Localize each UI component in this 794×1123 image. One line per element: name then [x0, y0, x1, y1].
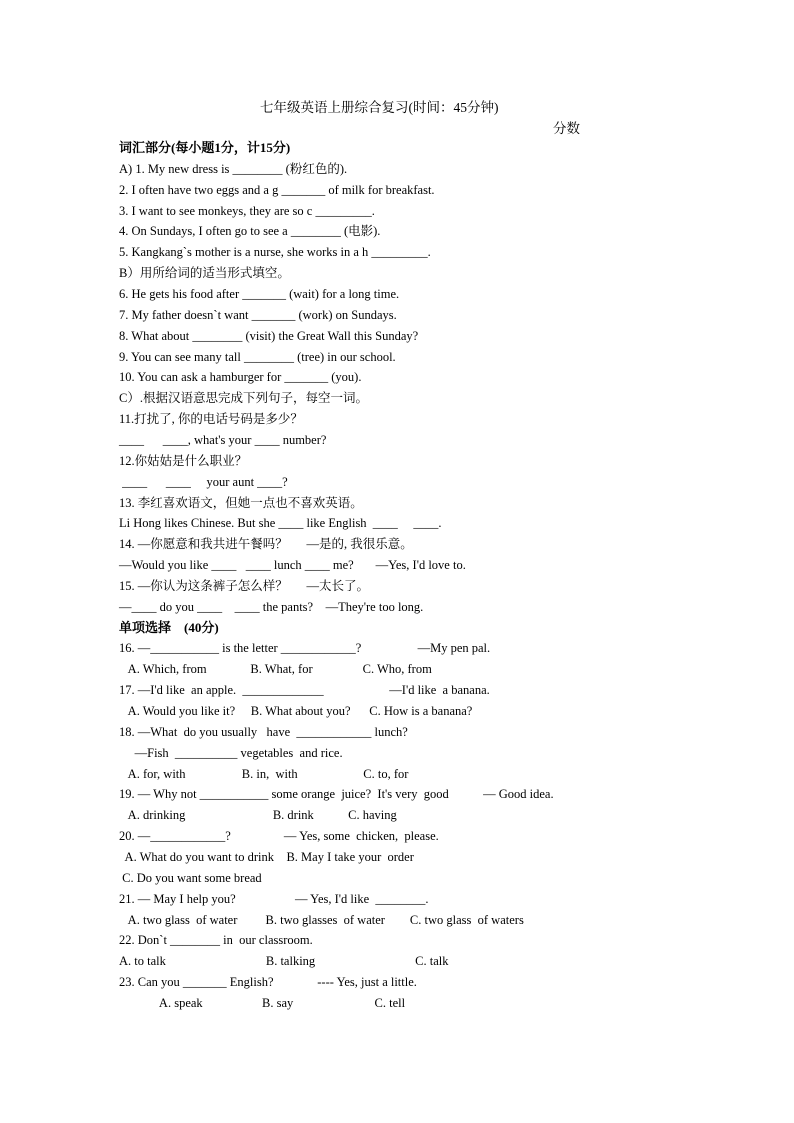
- section-heading: 词汇部分(每小题1分，计15分): [119, 140, 291, 155]
- question-line: C. Do you want some bread: [119, 870, 262, 885]
- question-line: 13. 李红喜欢语文，但她一点也不喜欢英语。: [119, 495, 363, 510]
- question-line: 17. —I'd like an apple. _____________ —I'd like a banana.: [119, 683, 490, 698]
- question-line: ____ ____, what's your ____ number?: [119, 432, 327, 447]
- question-line: 3. I want to see monkeys, they are so c _________.: [119, 203, 375, 218]
- question-line: A. speak B. say C. tell: [119, 995, 406, 1010]
- question-line: —Fish __________ vegetables and rice.: [119, 745, 343, 760]
- question-line: 4. On Sundays, I often go to see a ________ (电影).: [119, 224, 381, 239]
- question-line: —____ do you ____ ____ the pants? —They're too long.: [119, 599, 424, 614]
- section-heading: 单项选择 (40分): [119, 619, 219, 635]
- question-line: 11.打扰了, 你的电话号码是多少？: [119, 412, 303, 427]
- question-line: 19. — Why not ___________ some orange juice? It's very good — Good idea.: [119, 787, 554, 802]
- question-line: 10. You can ask a hamburger for _______ (you).: [119, 370, 362, 385]
- question-line: C）.根据汉语意思完成下列句子，每空一词。: [119, 391, 368, 406]
- question-line: A. What do you want to drink B. May I take your order: [119, 849, 414, 864]
- question-line: 8. What about ________ (visit) the Great Wall this Sunday?: [119, 328, 419, 343]
- question-line: A) 1. My new dress is ________ (粉红色的).: [119, 161, 348, 176]
- question-line: ____ ____ your aunt ____?: [119, 474, 288, 489]
- question-line: A. for, with B. in, with C. to, for: [119, 766, 409, 781]
- score-label: 分数: [553, 121, 580, 136]
- question-line: 2. I often have two eggs and a g _______ of milk for breakfast.: [119, 182, 435, 197]
- question-line: B）用所给词的适当形式填空。: [119, 266, 290, 281]
- question-line: A. Which, from B. What, for C. Who, from: [119, 662, 432, 677]
- question-line: —Would you like ____ ____ lunch ____ me? —Yes, I'd love to.: [119, 558, 466, 572]
- question-line: Li Hong likes Chinese. But she ____ like English ____ ____.: [119, 516, 442, 531]
- question-line: 22. Don`t ________ in our classroom.: [119, 933, 313, 948]
- question-line: 15. —你认为这条裤子怎么样？ —太长了。: [119, 578, 370, 593]
- question-line: 23. Can you _______ English? ---- Yes, just a little.: [119, 975, 417, 989]
- question-line: 6. He gets his food after _______ (wait) for a long time.: [119, 287, 400, 301]
- question-line: 12.你姑姑是什么职业？: [119, 453, 248, 468]
- question-line: A. to talk B. talking C. talk: [119, 954, 449, 969]
- page-title: 七年级英语上册综合复习(时间：45分钟): [260, 100, 499, 115]
- question-line: 7. My father doesn`t want _______ (work) on Sundays.: [119, 307, 397, 322]
- question-line: A. two glass of water B. two glasses of water C. two glass of waters: [119, 912, 524, 927]
- question-line: 14. —你愿意和我共进午餐吗？ —是的, 我很乐意。: [119, 537, 413, 552]
- question-line: 18. —What do you usually have ____________ lunch?: [119, 724, 408, 739]
- question-line: 16. —___________ is the letter ____________? —My pen pal.: [119, 641, 491, 656]
- question-line: 9. You can see many tall ________ (tree) in our school.: [119, 349, 396, 364]
- question-line: 21. — May I help you? — Yes, I'd like ________.: [119, 891, 429, 906]
- question-line: A. Would you like it? B. What about you? C. How is a banana?: [119, 704, 473, 718]
- question-line: 5. Kangkang`s mother is a nurse, she works in a h _________.: [119, 245, 431, 260]
- question-line: A. drinking B. drink C. having: [119, 808, 397, 823]
- question-line: 20. —____________? — Yes, some chicken, please.: [119, 829, 439, 844]
